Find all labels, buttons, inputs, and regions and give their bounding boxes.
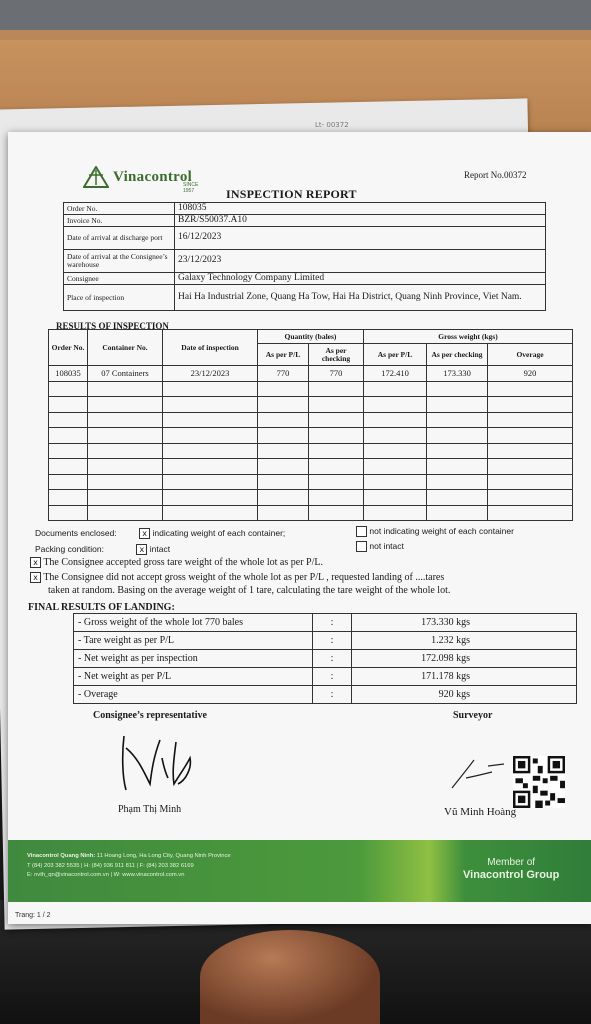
docs-checkbox-unchecked[interactable] <box>356 526 367 537</box>
logo-name: Vinacontrol <box>113 168 193 185</box>
final-results-table <box>73 613 577 704</box>
col-date: Date of inspection <box>163 330 258 366</box>
final-value: 920 <box>438 689 454 700</box>
table-row-empty <box>49 459 573 475</box>
statement-1-checkbox[interactable]: x <box>30 557 41 568</box>
col-overage: Overage <box>488 344 573 366</box>
info-row <box>64 285 546 311</box>
documents-line-2 <box>356 526 514 537</box>
packing-checkbox-unchecked[interactable] <box>356 541 367 552</box>
handwritten-note: Lt- 00372 <box>315 121 349 129</box>
packing-line-2 <box>356 541 404 552</box>
table-row-empty <box>49 397 573 413</box>
docs-option-2: not indicating weight of each container <box>369 526 514 536</box>
surveyor-signature <box>448 754 508 792</box>
table-row-empty <box>49 490 573 506</box>
info-label: Order No. <box>64 203 175 215</box>
report-title: INSPECTION REPORT <box>226 187 357 201</box>
footer-phones: T (84) 203 382 5535 | H: (84) 936 911 811 | F: (84) 203 382 6169 <box>27 862 194 869</box>
final-row: - Net weight as per P/L : 171.178 kgs <box>74 668 577 686</box>
documents-label: Documents enclosed: <box>35 528 117 538</box>
col-gw-pl: As per P/L <box>364 344 427 366</box>
packing-line <box>35 544 170 555</box>
packing-option-2: not intact <box>369 541 404 551</box>
final-unit: kgs <box>456 653 470 664</box>
cell-qty-check: 770 <box>309 366 364 382</box>
col-quantity: Quantity (bales) <box>258 330 364 344</box>
table-row-empty <box>49 412 573 428</box>
final-label: Net weight as per P/L <box>83 671 172 682</box>
final-unit: kgs <box>456 617 470 628</box>
info-value: 16/12/2023 <box>175 227 546 250</box>
info-value: BZR/S50037.A10 <box>175 215 546 227</box>
consignee-rep-label: Consignee’s representative <box>93 710 207 721</box>
col-gw-check: As per checking <box>427 344 488 366</box>
consignee-name: Phạm Thị Minh <box>118 804 182 815</box>
surveyor-label: Surveyor <box>453 710 493 721</box>
col-gross-weight: Gross weight (kgs) <box>364 330 573 344</box>
cell-gw-check: 173.330 <box>427 366 488 382</box>
table-row-empty <box>49 428 573 444</box>
info-value: 108035 <box>175 203 546 215</box>
statement-1 <box>30 557 323 568</box>
final-unit: kgs <box>456 635 470 646</box>
docs-option-1: indicating weight of each container; <box>152 528 286 538</box>
packing-label: Packing condition: <box>35 544 104 554</box>
col-qty-check: As per checking <box>309 344 364 366</box>
info-label: Date of arrival at the Consignee’s warehouse <box>64 250 175 273</box>
statement-1-text: The Consignee accepted gross tare weight of the whole lot as per P/L. <box>43 557 323 568</box>
table-row-empty <box>49 474 573 490</box>
footer-banner <box>8 840 591 902</box>
results-title: RESULTS OF INSPECTION <box>56 321 169 331</box>
info-label: Consignee <box>64 273 175 285</box>
footer-address: 11 Hoang Long, Ha Long City, Quang Ninh Province <box>95 853 231 859</box>
final-row: - Tare weight as per P/L : 1.232 kgs <box>74 632 577 650</box>
table-row-empty <box>49 505 573 521</box>
hand-photo-foreground <box>200 930 380 1024</box>
info-row <box>64 215 546 227</box>
docs-checkbox-checked[interactable]: x <box>139 528 150 539</box>
final-label: Gross weight of the whole lot 770 bales <box>83 617 243 628</box>
info-row <box>64 273 546 285</box>
results-table <box>48 329 573 521</box>
info-label: Date of arrival at discharge port <box>64 227 175 250</box>
info-row <box>64 203 546 215</box>
cell-gw-pl: 172.410 <box>364 366 427 382</box>
footer-member-line2: Vinacontrol Group <box>463 869 560 881</box>
surveyor-name: Vũ Minh Hoàng <box>444 806 517 818</box>
info-label: Place of inspection <box>64 285 175 311</box>
table-row <box>49 366 573 382</box>
info-row <box>64 250 546 273</box>
final-label: Overage <box>83 689 118 700</box>
statement-2b-text: taken at random. Basing on the average weight of 1 tare, calculating the tare weight of the whole lot. <box>48 585 451 596</box>
table-row-empty <box>49 443 573 459</box>
logo-since: SINCE 1957 <box>183 182 199 194</box>
vinacontrol-logo <box>83 166 199 194</box>
footer-contact <box>27 852 231 881</box>
final-unit: kgs <box>456 671 470 682</box>
final-row: - Overage : 920 kgs <box>74 686 577 704</box>
final-label: Tare weight as per P/L <box>83 635 175 646</box>
scales-icon <box>83 166 109 188</box>
info-label: Invoice No. <box>64 215 175 227</box>
final-unit: kgs <box>456 689 470 700</box>
packing-option-1: intact <box>149 544 171 554</box>
final-value: 172.098 <box>421 653 454 664</box>
footer-member <box>463 856 559 882</box>
consignee-signature <box>116 728 216 796</box>
statement-2 <box>30 572 444 583</box>
packing-checkbox-checked[interactable]: x <box>136 544 147 555</box>
final-value: 173.330 <box>421 617 454 628</box>
cell-order-no: 108035 <box>49 366 88 382</box>
page-number: Trang: 1 / 2 <box>15 912 51 919</box>
col-container-no: Container No. <box>88 330 163 366</box>
final-value: 1.232 <box>431 635 454 646</box>
col-order-no: Order No. <box>49 330 88 366</box>
cell-container-no: 07 Containers <box>88 366 163 382</box>
documents-line <box>35 528 285 539</box>
info-value: Hai Ha Industrial Zone, Quang Ha Tow, Hai Ha District, Quang Ninh Province, Viet Nam. <box>175 285 546 311</box>
cell-qty-pl: 770 <box>258 366 309 382</box>
inspection-report-page <box>8 121 591 924</box>
col-qty-pl: As per P/L <box>258 344 309 366</box>
report-number: Report No.00372 <box>464 170 527 180</box>
footer-email-web: E: nvth_qn@vinacontrol.com.vn | W: www.vinacontrol.com.vn <box>27 872 185 878</box>
order-info-table <box>63 202 546 311</box>
final-row: - Gross weight of the whole lot 770 bales : 173.330 kgs <box>74 614 577 632</box>
final-row: - Net weight as per inspection : 172.098 kgs <box>74 650 577 668</box>
info-value: 23/12/2023 <box>175 250 546 273</box>
statement-2-checkbox[interactable]: x <box>30 572 41 583</box>
cell-overage: 920 <box>488 366 573 382</box>
table-row-empty <box>49 381 573 397</box>
statement-2-text: The Consignee did not accept gross weight of the whole lot as per P/L , requested landing of ....tares <box>43 572 445 583</box>
final-value: 171.178 <box>421 671 454 682</box>
final-results-title: FINAL RESULTS OF LANDING: <box>28 602 175 613</box>
cell-date: 23/12/2023 <box>163 366 258 382</box>
footer-office-label: Vinacontrol Quang Ninh: <box>27 853 96 859</box>
qr-code-icon <box>513 756 565 808</box>
info-row <box>64 227 546 250</box>
final-label: Net weight as per inspection <box>83 653 198 664</box>
info-value: Galaxy Technology Company Limited <box>175 273 546 285</box>
footer-member-line1: Member of <box>487 857 536 868</box>
